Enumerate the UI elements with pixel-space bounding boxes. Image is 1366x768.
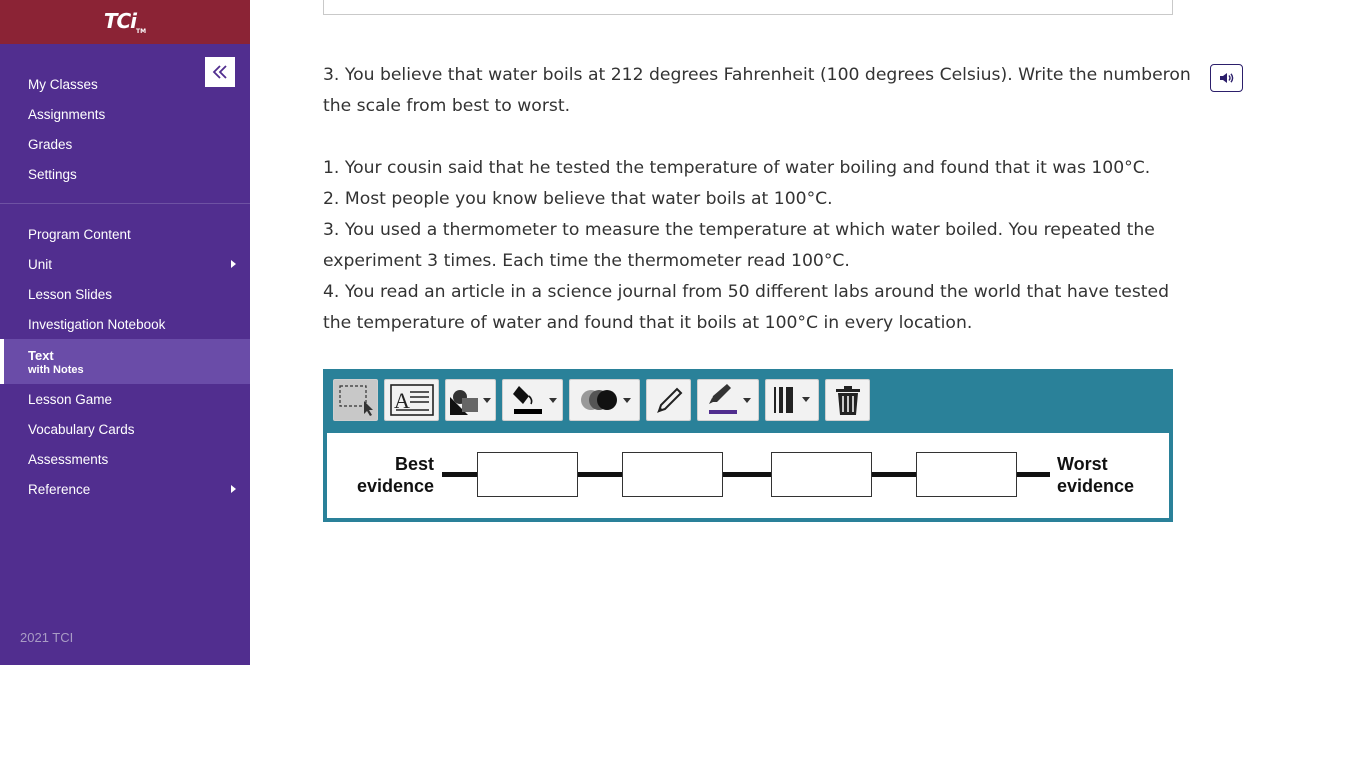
primary-nav bbox=[0, 69, 250, 189]
sidebar-item-label: Settings bbox=[28, 166, 77, 182]
answer-box-1[interactable] bbox=[477, 452, 578, 497]
copyright: 2021 TCI bbox=[20, 630, 74, 645]
caret-right-icon bbox=[231, 485, 236, 493]
evidence-item: 3. You used a thermometer to measure the temperature at which water boiled. You repeated the experiment 3 times. Each time the thermometer read 100°C. bbox=[323, 220, 1155, 271]
sidebar-item-vocabulary-cards[interactable] bbox=[0, 414, 250, 444]
sidebar-item-unit[interactable] bbox=[0, 249, 250, 279]
sidebar-item-investigation-notebook[interactable] bbox=[0, 309, 250, 339]
sidebar-item-lesson-game[interactable] bbox=[0, 384, 250, 414]
pen-line-color-icon bbox=[699, 382, 757, 418]
sidebar-item-my-classes[interactable] bbox=[0, 69, 250, 99]
best-evidence-label: Best evidence bbox=[356, 454, 434, 496]
answer-box-3[interactable] bbox=[771, 452, 872, 497]
text-box-icon bbox=[388, 383, 436, 417]
sidebar-item-label: Assignments bbox=[28, 106, 106, 122]
sidebar-item-program-content[interactable] bbox=[0, 219, 250, 249]
evidence-item: 4. You read an article in a science journal from 50 different labs around the world that have tested the temperature of water and found that it boils at 100°C in every location. bbox=[323, 282, 1169, 333]
audio-button[interactable] bbox=[1210, 64, 1243, 92]
text-tool-button[interactable] bbox=[384, 379, 439, 421]
sidebar-item-reference[interactable] bbox=[0, 474, 250, 504]
evidence-item: 1. Your cousin said that he tested the temperature of water boiling and found that it was 100°C. bbox=[323, 158, 1151, 178]
fill-color-tool-button[interactable] bbox=[502, 379, 563, 421]
pencil-icon bbox=[651, 383, 687, 417]
sidebar-item-assessments[interactable] bbox=[0, 444, 250, 474]
sidebar bbox=[0, 0, 250, 665]
speaker-icon bbox=[1219, 72, 1235, 84]
drawing-canvas[interactable] bbox=[327, 433, 1169, 518]
sidebar-item-assignments[interactable] bbox=[0, 99, 250, 129]
opacity-tool-button[interactable] bbox=[569, 379, 640, 421]
answer-box-4[interactable] bbox=[916, 452, 1017, 497]
sidebar-item-label: Reference bbox=[28, 481, 91, 497]
content-nav bbox=[0, 219, 250, 504]
evidence-item: 2. Most people you know believe that water boils at 100°C. bbox=[323, 189, 833, 209]
question-text: 3. You believe that water boils at 212 degrees Fahrenheit (100 degrees Celsius). Write the numberon the scale from best to worst. bbox=[323, 65, 1191, 116]
line-width-tool-button[interactable] bbox=[765, 379, 819, 421]
sidebar-item-label: Grades bbox=[28, 136, 73, 152]
previous-widget-frame bbox=[323, 0, 1173, 15]
stroke-color-tool-button[interactable] bbox=[697, 379, 759, 421]
sidebar-item-text-with-notes[interactable] bbox=[0, 339, 250, 384]
sidebar-item-label: Program Content bbox=[28, 226, 131, 242]
logo-bar bbox=[0, 0, 250, 44]
opacity-circles-icon bbox=[573, 384, 637, 416]
pen-tool-button[interactable] bbox=[646, 379, 691, 421]
sidebar-item-label: Lesson Slides bbox=[28, 286, 113, 302]
sidebar-item-label: Vocabulary Cards bbox=[28, 421, 135, 437]
drawing-toolbar bbox=[333, 379, 876, 421]
shapes-icon bbox=[447, 383, 495, 417]
marquee-select-icon bbox=[336, 383, 376, 417]
sidebar-item-sublabel: with Notes bbox=[28, 363, 84, 376]
drawing-widget bbox=[323, 369, 1173, 522]
worst-evidence-label: Worst evidence bbox=[1057, 454, 1135, 496]
svg-text:A: A bbox=[393, 388, 410, 413]
sidebar-item-label: Lesson Game bbox=[28, 391, 113, 407]
sidebar-item-label: Investigation Notebook bbox=[28, 316, 166, 332]
delete-tool-button[interactable] bbox=[825, 379, 870, 421]
evidence-list bbox=[323, 153, 1193, 339]
select-tool-button[interactable] bbox=[333, 379, 378, 421]
answer-box-2[interactable] bbox=[622, 452, 723, 497]
sidebar-item-label: Text bbox=[28, 347, 54, 363]
sidebar-divider bbox=[0, 203, 250, 204]
sidebar-item-label: Assessments bbox=[28, 451, 109, 467]
trash-icon bbox=[832, 383, 864, 417]
caret-right-icon bbox=[231, 260, 236, 268]
sidebar-item-settings[interactable] bbox=[0, 159, 250, 189]
shapes-tool-button[interactable] bbox=[445, 379, 496, 421]
paint-bucket-icon bbox=[505, 382, 561, 418]
line-width-icon bbox=[767, 383, 817, 417]
sidebar-item-grades[interactable] bbox=[0, 129, 250, 159]
sidebar-item-label: My Classes bbox=[28, 76, 98, 92]
sidebar-item-lesson-slides[interactable] bbox=[0, 279, 250, 309]
tci-logo[interactable]: TCi$_{TM}$ bbox=[103, 9, 147, 35]
sidebar-item-label: Unit bbox=[28, 256, 53, 272]
